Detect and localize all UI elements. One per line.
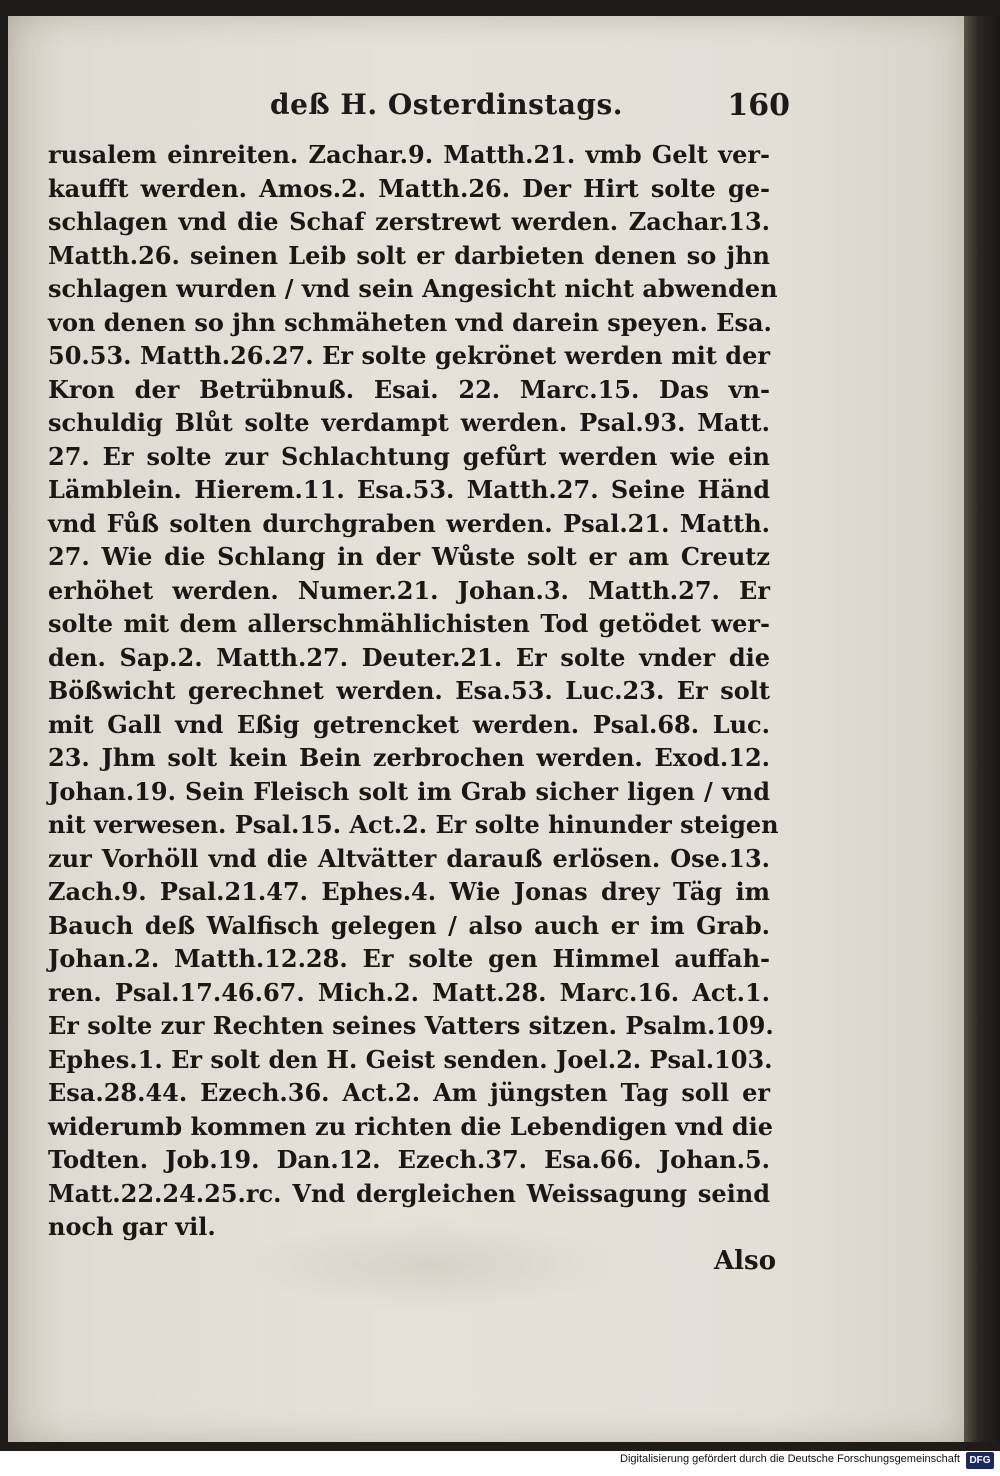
text-line: Johan.2. Matth.12.28. Er solte gen Himmel auffah- bbox=[48, 944, 770, 973]
text-line: Zach.9. Psal.21.47. Ephes.4. Wie Jonas drey Täg im bbox=[48, 877, 770, 906]
text-line: rusalem einreiten. Zachar.9. Matth.21. vmb Gelt ver- bbox=[48, 140, 770, 169]
funding-notice: Digitalisierung gefördert durch die Deutsche Forschungsgemeinschaft bbox=[620, 1453, 960, 1465]
running-title: deß H. Osterdinstags. bbox=[270, 88, 624, 121]
text-line: Lämblein. Hierem.11. Esa.53. Matth.27. Seine Händ bbox=[48, 475, 770, 504]
text-line: den. Sap.2. Matth.27. Deuter.21. Er solte vnder die bbox=[48, 642, 770, 672]
text-line: Esa.28.44. Ezech.36. Act.2. Am jüngsten Tag soll er bbox=[48, 1078, 770, 1107]
text-line: Matth.26. seinen Leib solt er darbieten denen so jhn bbox=[48, 240, 770, 270]
book-gutter-edge bbox=[964, 16, 1000, 1442]
text-line: Kron der Betrübnuß. Esai. 22. Marc.15. Das vn- bbox=[48, 374, 770, 404]
body-text bbox=[48, 138, 779, 1244]
text-line: nit verwesen. Psal.15. Act.2. Er solte hinunder steigen bbox=[48, 810, 779, 839]
text-line: von denen so jhn schmäheten vnd darein speyen. Esa. bbox=[48, 307, 772, 337]
text-line: 50.53. Matth.26.27. Er solte gekrönet werden mit der bbox=[48, 341, 770, 370]
page-header bbox=[270, 88, 790, 128]
text-line: schlagen wurden / vnd sein Angesicht nicht abwenden bbox=[48, 274, 778, 303]
text-line: Ephes.1. Er solt den H. Geist senden. Joel.2. Psal.103. bbox=[48, 1044, 773, 1074]
text-line: erhöhet werden. Numer.21. Johan.3. Matth.27. Er bbox=[48, 575, 770, 605]
text-line: kaufft werden. Amos.2. Matth.26. Der Hirt solte ge- bbox=[48, 173, 770, 203]
text-line: mit Gall vnd Eßig getrencket werden. Psal.68. Luc. bbox=[48, 709, 770, 739]
text-line: Johan.19. Sein Fleisch solt im Grab sicher ligen / vnd bbox=[48, 776, 770, 806]
text-line: ren. Psal.17.46.67. Mich.2. Matt.28. Marc.16. Act.1. bbox=[48, 977, 770, 1007]
catchword: Also bbox=[714, 1246, 777, 1276]
text-line: zur Vorhöll vnd die Altvätter darauß erlösen. Ose.13. bbox=[48, 843, 770, 873]
text-line: 27. Er solte zur Schlachtung gefůrt werden wie ein bbox=[48, 441, 770, 471]
text-line: 27. Wie die Schlang in der Wůste solt er am Creutz bbox=[48, 542, 770, 571]
text-line: 23. Jhm solt kein Bein zerbrochen werden. Exod.12. bbox=[48, 743, 770, 772]
page-number: 160 bbox=[727, 88, 790, 123]
dfg-logo: DFG bbox=[966, 1452, 994, 1469]
text-line: Bauch deß Walfisch gelegen / also auch er im Grab. bbox=[48, 910, 770, 940]
text-line: vnd Fůß solten durchgraben werden. Psal.21. Matth. bbox=[48, 508, 770, 538]
text-line: schlagen vnd die Schaf zerstrewt werden. Zachar.13. bbox=[48, 207, 770, 236]
text-line: Bößwicht gerechnet werden. Esa.53. Luc.23. Er solt bbox=[48, 676, 770, 705]
text-line: solte mit dem allerschmählichisten Tod getödet wer- bbox=[48, 609, 770, 638]
text-line: Er solte zur Rechten seines Vatters sitzen. Psalm.109. bbox=[48, 1011, 774, 1040]
text-line: widerumb kommen zu richten die Lebendigen vnd die bbox=[48, 1111, 773, 1141]
text-line: noch gar vil. bbox=[48, 1212, 216, 1241]
text-line: Todten. Job.19. Dan.12. Ezech.37. Esa.66. Johan.5. bbox=[48, 1145, 770, 1174]
text-line: Matt.22.24.25.rc. Vnd dergleichen Weissagung seind bbox=[48, 1178, 770, 1208]
text-line: schuldig Blůt solte verdampt werden. Psal.93. Matt. bbox=[48, 408, 770, 437]
